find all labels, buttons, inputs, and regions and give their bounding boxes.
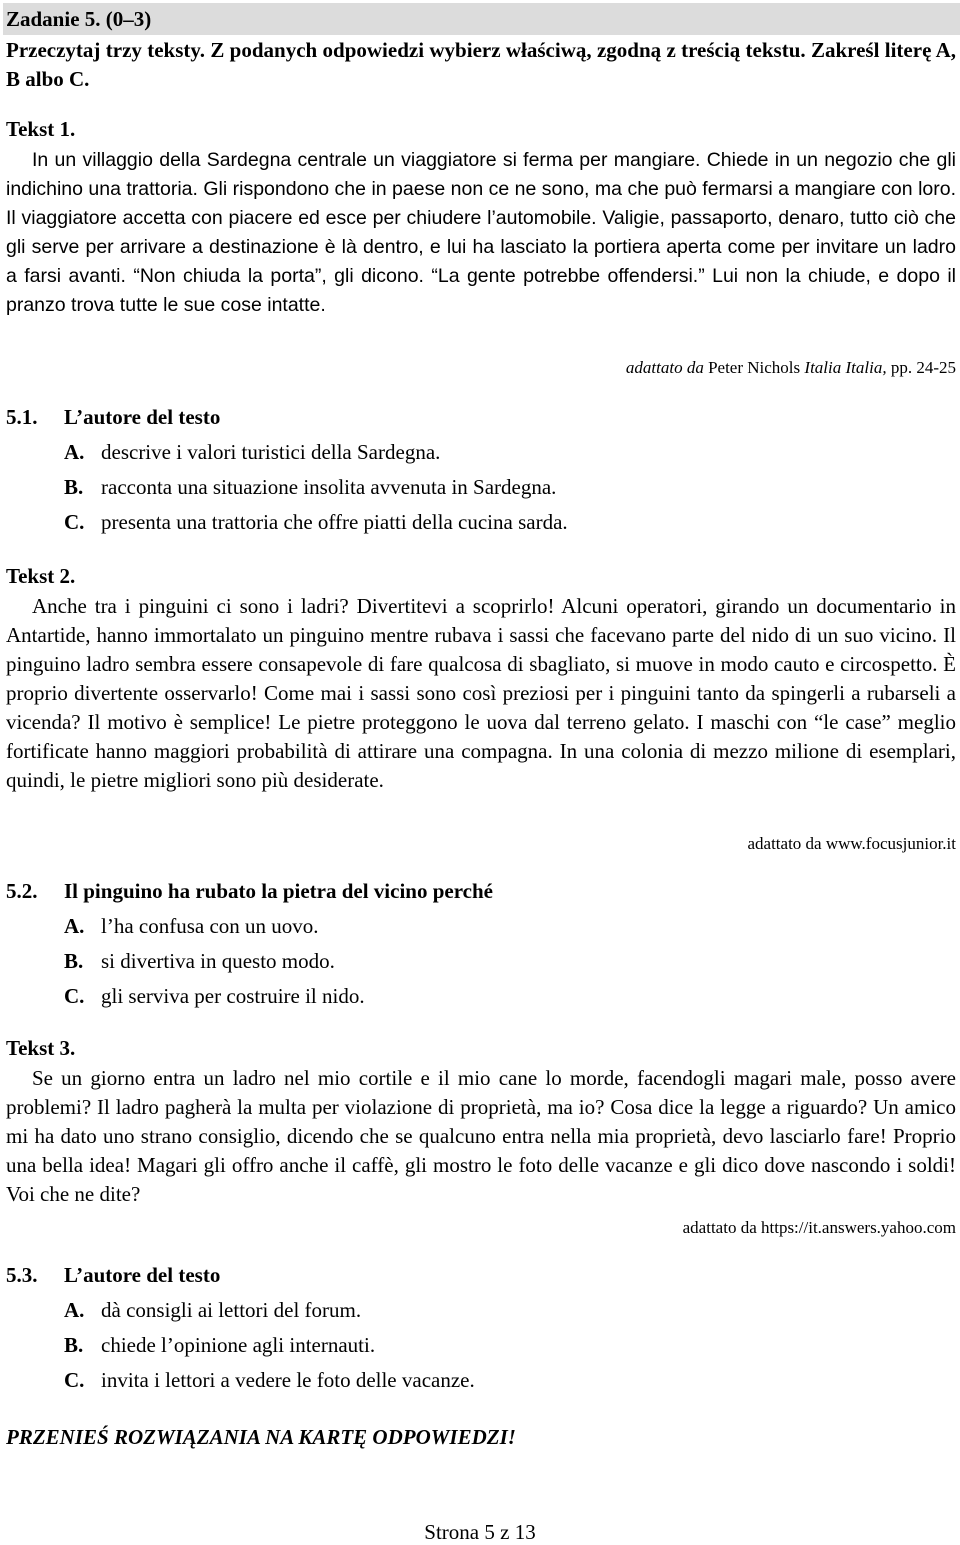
question-number: 5.2.	[6, 879, 38, 903]
option-b[interactable]: B. racconta una situazione insolita avvenuta in Sardegna.	[64, 475, 557, 499]
transfer-answers-note: PRZENIEŚ ROZWIĄZANIA NA KARTĘ ODPOWIEDZI!	[6, 1425, 516, 1449]
question-number: 5.1.	[6, 405, 38, 429]
question-5-1	[6, 400, 568, 540]
option-c[interactable]: C. gli serviva per costruire il nido.	[64, 984, 365, 1008]
task-instruction: Przeczytaj trzy teksty. Z podanych odpowiedzi wybierz właściwą, zgodną z treścią tekstu. Zakreśl literę A, B albo C.	[6, 38, 956, 91]
option-b[interactable]: B. si divertiva in questo modo.	[64, 949, 335, 973]
option-c[interactable]: C. invita i lettori a vedere le foto delle vacanze.	[64, 1368, 475, 1392]
source-author: Peter Nichols	[703, 358, 805, 377]
page-number: Strona 5 z 13	[424, 1520, 536, 1544]
question-number: 5.3.	[6, 1263, 38, 1287]
text2-label: Tekst 2.	[6, 564, 76, 588]
text2-source: adattato da www.focusjunior.it	[747, 834, 956, 853]
question-5-2	[6, 874, 493, 1014]
text1-paragraph: In un villaggio della Sardegna centrale un viaggiatore si ferma per mangiare. Chiede in un negozio che gli indichino una trattoria. Gli rispondono che in paese non ce ne sono, ma che può fermarsi a mangiare con loro. Il viaggiatore accetta con piacere ed esce per chiudere l’automobile. Valigie, passaporto, denaro, tutto ciò che gli serve per arrivare a destinazione è là dentro, e lui ha lasciato la portiera aperta come per invitare un ladro a farsi avanti. “Non chiuda la porta”, gli dicono. “La gente potrebbe offendersi.” Lui non la chiude, e dopo il pranzo trova tutte le sue cose intatte.	[6, 149, 956, 316]
question-title: Il pinguino ha rubato la pietra del vicino perché	[64, 879, 493, 903]
text1-source	[626, 358, 956, 378]
source-pages: pp. 24-25	[886, 358, 956, 377]
text3-source: adattato da https://it.answers.yahoo.com	[682, 1218, 956, 1237]
question-title: L’autore del testo	[64, 1263, 221, 1287]
text3-label: Tekst 3.	[6, 1036, 76, 1060]
task-title: Zadanie 5. (0–3)	[3, 3, 960, 35]
option-a[interactable]: A. l’ha confusa con un uovo.	[64, 914, 319, 938]
option-b[interactable]: B. chiede l’opinione agli internauti.	[64, 1333, 376, 1357]
question-title: L’autore del testo	[64, 405, 221, 429]
text1-label: Tekst 1.	[6, 117, 76, 141]
text3-paragraph: Se un giorno entra un ladro nel mio cortile e il mio cane lo morde, facendogli magari male, posso avere problemi? Il ladro pagherà la multa per violazione di proprietà, ma io? Cosa dice la legge a riguardo? Un amico mi ha dato uno strano consiglio, dicendo che se qualcuno entra nella mia proprietà, devo lasciarlo fare! Proprio una bella idea! Magari gli offro anche il caffè, gli mostro le foto delle vacanze e gli dico dove nascondo i soldi! Voi che ne dite?	[6, 1066, 956, 1206]
text1-body	[6, 146, 956, 320]
text3-body	[6, 1064, 956, 1209]
option-a[interactable]: A. dà consigli ai lettori del forum.	[64, 1298, 362, 1322]
source-prefix: adattato da	[625, 358, 704, 377]
text2-body	[6, 592, 956, 795]
text2-paragraph: Anche tra i pinguini ci sono i ladri? Divertitevi a scoprirlo! Alcuni operatori, girando un documentario in Antartide, hanno immortalato un pinguino mentre rubava i sassi che facevano parte del nido di un suo vicino. Il pinguino ladro sembra essere consapevole di fare qualcosa di sbagliato, si muove in modo cauto e circospetto. È proprio divertente osservarlo! Come mai i sassi sono così preziosi per i pinguini tanto da spingerli a rubarseli a vicenda? Il motivo è semplice! Le pietre proteggono le uova dal terreno gelato. I maschi con “le case” meglio fortificate hanno maggiori probabilità di attirare una compagna. In una colonia di mezzo milione di esemplari, quindi, le pietre migliori sono più desiderate.	[6, 594, 956, 792]
source-title: Italia Italia,	[804, 358, 887, 377]
option-a[interactable]: A. descrive i valori turistici della Sardegna.	[64, 440, 441, 464]
question-5-3	[6, 1258, 475, 1398]
option-c[interactable]: C. presenta una trattoria che offre piatti della cucina sarda.	[64, 510, 568, 534]
